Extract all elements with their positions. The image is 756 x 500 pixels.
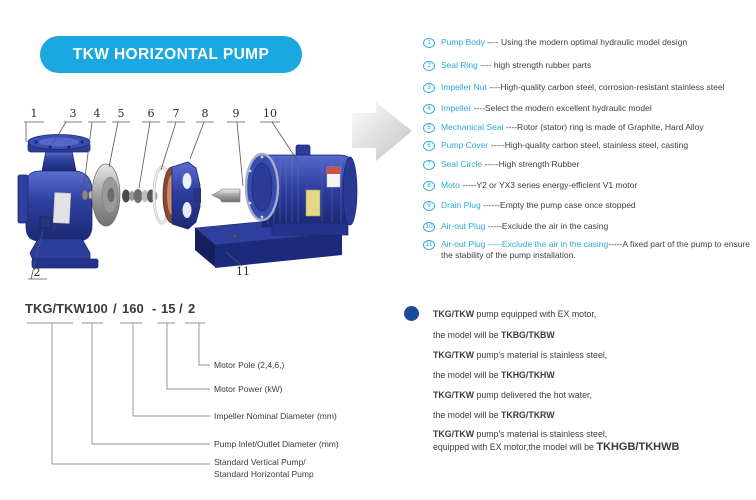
parts-list-item-3 bbox=[423, 82, 755, 93]
parts-list-item-1 bbox=[423, 37, 755, 48]
part-desc: -----High strength Rubber bbox=[482, 159, 580, 169]
motor-nameplate bbox=[306, 190, 320, 216]
bullet-circle-icon bbox=[404, 306, 419, 321]
part-number-badge: 10 bbox=[423, 222, 435, 232]
parts-list-item-5 bbox=[423, 122, 755, 133]
pump-cover bbox=[163, 162, 201, 229]
variant-result-text: the model will be bbox=[433, 330, 501, 340]
label-standard-pump bbox=[214, 457, 314, 480]
variant-condition-text: pump's material is stainless steel, bbox=[474, 350, 608, 360]
variant-condition-text: pump's material is stainless steel, bbox=[474, 429, 608, 439]
part-desc: ---- high strength rubber parts bbox=[477, 60, 592, 70]
model-segment-pole: 2 bbox=[188, 301, 196, 316]
label-impeller-diameter: Impeller Nominal Diameter (mm) bbox=[214, 411, 337, 421]
variant-2-result bbox=[433, 370, 555, 380]
callout-9: 9 bbox=[232, 107, 240, 120]
callout-5: 5 bbox=[117, 107, 125, 120]
part-name: Air-out Plug bbox=[441, 221, 486, 231]
callout-2: 2 bbox=[33, 266, 41, 279]
variant-2-condition bbox=[433, 350, 607, 360]
part-name: Moto bbox=[441, 180, 460, 190]
parts-list-item-10 bbox=[423, 221, 755, 232]
variant-3-result bbox=[433, 410, 555, 420]
callout-11: 11 bbox=[236, 265, 250, 278]
part-name-suffix: -----Exclude the air in the casing bbox=[485, 239, 609, 249]
parts-list-item-7 bbox=[423, 159, 755, 170]
callout-4: 4 bbox=[93, 107, 101, 120]
part-number-badge: 1 bbox=[423, 38, 435, 48]
variant-model: TKHGB/TKHWB bbox=[596, 441, 680, 453]
part-number-badge: 4 bbox=[423, 104, 435, 114]
part-name: Seal Ring bbox=[441, 60, 478, 70]
callout-8: 8 bbox=[201, 107, 209, 120]
mechanical-seal bbox=[122, 189, 158, 203]
parts-list-item-2 bbox=[423, 60, 755, 71]
variant-4-condition bbox=[433, 429, 607, 439]
model-separator: / bbox=[179, 301, 183, 316]
label-motor-power: Motor Power (kW) bbox=[214, 384, 283, 394]
variant-condition-text: pump delivered the hot water, bbox=[474, 390, 592, 400]
parts-list-item-11 bbox=[423, 239, 755, 261]
part-name: Impeller Nut bbox=[441, 82, 487, 92]
variant-prefix: TKG/TKW bbox=[433, 429, 475, 439]
variant-3-condition bbox=[433, 390, 592, 400]
motor bbox=[246, 145, 357, 235]
label-standard-vertical: Standard Vertical Pump/ bbox=[214, 457, 306, 467]
part-desc: -----Exclude the air in the casing bbox=[485, 221, 609, 231]
title-banner bbox=[40, 36, 302, 73]
part-number-badge: 2 bbox=[423, 61, 435, 71]
part-name: Mechanical Seal bbox=[441, 122, 504, 132]
part-desc: -----High-quality carbon steel, stainless steel, casting bbox=[488, 140, 689, 150]
callout-7: 7 bbox=[172, 107, 180, 120]
part-desc: ------Empty the pump case once stopped bbox=[480, 200, 636, 210]
parts-list-item-8 bbox=[423, 180, 755, 191]
pump-exploded-diagram bbox=[10, 95, 360, 290]
part-desc: ----High-quality carbon steel, corrosion-resistant stainless steel bbox=[486, 82, 725, 92]
model-segment-inlet: 100 bbox=[86, 301, 108, 316]
parts-list-item-9 bbox=[423, 200, 755, 211]
variant-condition-text: pump equipped with EX motor, bbox=[474, 309, 597, 319]
page-title: TKW HORIZONTAL PUMP bbox=[72, 45, 270, 63]
part-number-badge: 9 bbox=[423, 201, 435, 211]
part-desc: -----Y2 or YX3 series energy-efficient V1 motor bbox=[459, 180, 638, 190]
part-name: Pump Cover bbox=[441, 140, 489, 150]
variant-model: TKHG/TKHW bbox=[500, 370, 555, 380]
part-name: Pump Body bbox=[441, 37, 485, 47]
callout-10: 10 bbox=[263, 107, 277, 120]
model-code bbox=[25, 301, 225, 317]
right-arrow-icon bbox=[350, 100, 416, 164]
variant-prefix: TKG/TKW bbox=[433, 390, 475, 400]
pump-body bbox=[18, 135, 98, 269]
part-desc: ----Select the modern excellent hydraulic model bbox=[471, 103, 652, 113]
part-name: Impeller bbox=[441, 103, 472, 113]
part-number-badge: 11 bbox=[423, 240, 435, 250]
part-desc: ----Rotor (stator) ring is made of Graphite, Hard Alloy bbox=[503, 122, 704, 132]
model-code-connector-lines bbox=[25, 318, 225, 483]
label-standard-horizontal: Standard Horizontal Pump bbox=[214, 468, 314, 479]
model-separator: / bbox=[113, 301, 117, 316]
variant-prefix: TKG/TKW bbox=[433, 309, 475, 319]
motor-shaft bbox=[212, 189, 240, 202]
model-separator: - bbox=[152, 301, 157, 316]
variant-1-condition bbox=[433, 309, 596, 319]
callout-6: 6 bbox=[147, 107, 155, 120]
model-segment-impeller: 160 bbox=[122, 301, 144, 316]
parts-list-item-6 bbox=[423, 140, 755, 151]
part-number-badge: 3 bbox=[423, 83, 435, 93]
variant-1-result bbox=[433, 330, 555, 340]
model-segment-power: 15 bbox=[161, 301, 176, 316]
variant-4-result bbox=[433, 441, 679, 453]
label-motor-pole: Motor Pole (2,4,6,) bbox=[214, 360, 285, 370]
part-name: Seal Circle bbox=[441, 159, 483, 169]
variant-result-text: equipped with EX motor,the model will be bbox=[433, 442, 597, 452]
impeller bbox=[92, 164, 120, 226]
part-number-badge: 5 bbox=[423, 123, 435, 133]
part-desc: ---- Using the modern optimal hydraulic model design bbox=[484, 37, 688, 47]
part-name: Drain Plug bbox=[441, 200, 481, 210]
part-number-badge: 6 bbox=[423, 141, 435, 151]
callout-3: 3 bbox=[69, 107, 77, 120]
parts-list-item-4 bbox=[423, 103, 755, 114]
part-desc: -----A fixed part of the pump to ensure the stability of the pump installation. bbox=[441, 239, 750, 260]
variant-prefix: TKG/TKW bbox=[433, 350, 475, 360]
variant-result-text: the model will be bbox=[433, 410, 501, 420]
variant-model: TKRG/TKRW bbox=[500, 410, 555, 420]
part-name: Air-out Plug bbox=[441, 239, 486, 249]
part-number-badge: 7 bbox=[423, 160, 435, 170]
variant-model: TKBG/TKBW bbox=[500, 330, 555, 340]
variant-result-text: the model will be bbox=[433, 370, 501, 380]
label-inlet-outlet: Pump Inlet/Outlet Diameter (mm) bbox=[214, 439, 339, 449]
callout-1: 1 bbox=[30, 107, 38, 120]
part-number-badge: 8 bbox=[423, 181, 435, 191]
model-segment-series: TKG/TKW bbox=[25, 301, 86, 316]
